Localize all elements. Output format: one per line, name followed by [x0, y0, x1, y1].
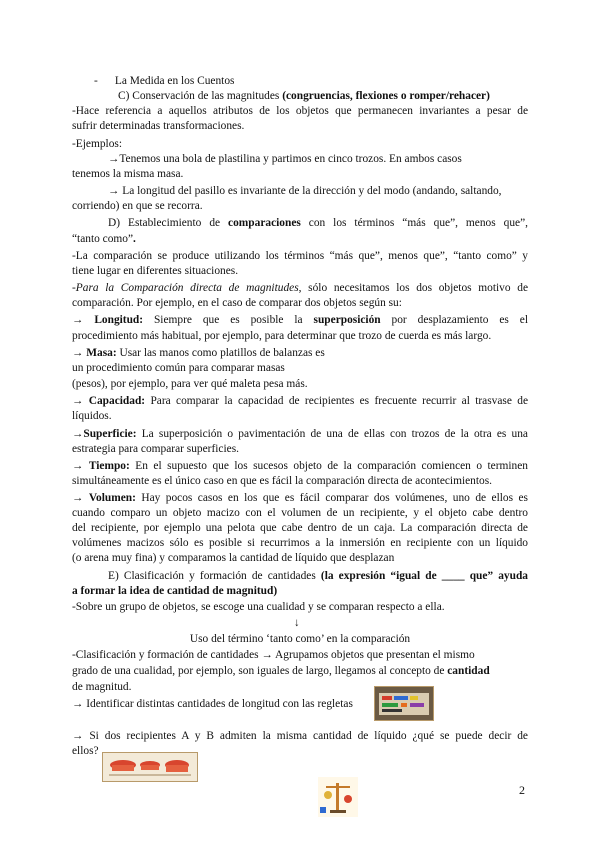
section-heading: - La Medida en los Cuentos [94, 75, 235, 87]
paragraph-line: → Identificar distintas cantidades de longitud con las regletas [72, 698, 353, 710]
paragraph-line: tiene lugar en diferentes situaciones. [72, 265, 239, 277]
subheading: Uso del término ‘tanto como’ en la comparación [189, 633, 411, 645]
paragraph-line: comparación. Por ejemplo, en el caso de comparar dos objetos según su: [72, 297, 402, 309]
paragraph-line: ellos? [72, 745, 99, 757]
paragraph-line: -Para la Comparación directa de magnitudes, sólo necesitamos los dos objetos motivo de [72, 282, 529, 294]
examples-label: -Ejemplos: [72, 138, 122, 150]
paragraph-line: simultáneamente es el único caso en que es fácil la comparación directa de acontecimientos. [72, 475, 493, 487]
page-number: 2 [519, 783, 525, 797]
paragraph-line: -Clasificación y formación de cantidades → Agrupamos objetos que presentan el mismo [72, 649, 475, 661]
down-arrow: ↓ [294, 617, 300, 629]
containers-photo [102, 752, 198, 782]
paragraph-line: -Sobre un grupo de objetos, se escoge una cualidad y se comparan respecto a ella. [72, 601, 445, 613]
superficie-line: →Superficie: La superposición o pavimentación de una de ellas con trozos de la otra es una [72, 428, 528, 440]
paragraph-line: procedimiento más habitual, por ejemplo, para determinar que trozo de cuerda es más largo. [72, 330, 492, 342]
paragraph-line: -La comparación se produce utilizando los términos “más que”, menos que”, “tanto como” y [72, 250, 528, 262]
section-e-line: a formar la idea de cantidad de magnitud) [72, 585, 278, 597]
paragraph-line: estrategia para comparar superficies. [72, 443, 239, 455]
longitud-line: → Longitud: Siempre que es posible la superposición por desplazamiento es el [72, 314, 528, 326]
paragraph-line: → Si dos recipientes A y B admiten la misma cantidad de líquido ¿qué se puede decir de [72, 730, 528, 742]
section-d-heading: D) Establecimiento de comparaciones con los términos “más que”, menos que”, [108, 217, 528, 229]
example-line: corriendo) en que se recorra. [72, 200, 203, 212]
example-line: →Tenemos una bola de plastilina y partimos en cinco trozos. En ambos casos [108, 153, 462, 165]
volumen-line: → Volumen: Hay pocos casos en los que es fácil comparar dos volúmenes, uno de ellos es [72, 492, 528, 504]
paragraph-line: volúmenes macizos sólo es posible si recurrimos a la inmersión en recipiente con un líquido [72, 537, 528, 549]
capacidad-line: → Capacidad: Para comparar la capacidad de recipientes es frecuente recurrir al trasvase de [72, 395, 528, 407]
tiempo-line: → Tiempo: En el supuesto que los sucesos objeto de la comparación comiencen o terminen [72, 460, 529, 472]
paragraph-line: del recipiente, por ejemplo una pelota que cabe dentro de un caja. La comparación directa de [72, 522, 528, 534]
footer-illustration [318, 777, 358, 817]
masa-line: → Masa: Usar las manos como platillos de balanzas es [72, 347, 325, 359]
paragraph-line: un procedimiento común para comparar masas [72, 362, 285, 374]
section-e-heading: E) Clasificación y formación de cantidades (la expresión “igual de ____ que” ayuda [108, 570, 528, 582]
example-line: tenemos la misma masa. [72, 168, 184, 180]
section-d-line: “tanto como”. [72, 233, 136, 245]
paragraph-line: (pesos), por ejemplo, para ver qué maleta pesa más. [72, 378, 308, 390]
paragraph-line: -Hace referencia a aquellos atributos de los objetos que permanecen invariantes a pesar de [72, 105, 528, 117]
paragraph-line: grado de una cualidad, por ejemplo, son iguales de largo, llegamos al concepto de cantidad [72, 665, 490, 677]
paragraph-line: sufrir determinadas transformaciones. [72, 120, 245, 132]
regletas-photo [374, 686, 434, 721]
paragraph-line: líquidos. [72, 410, 112, 422]
paragraph-line: de magnitud. [72, 681, 132, 693]
section-c-heading: C) Conservación de las magnitudes (congruencias, flexiones o romper/rehacer) [118, 90, 490, 102]
paragraph-line: cuando comparo un objeto macizo con el volumen de un recipiente, y el objeto cabe dentro [72, 507, 528, 519]
paragraph-line: (o arena muy fina) y comparamos la cantidad de líquido que desplazan [72, 552, 395, 564]
example-line: → La longitud del pasillo es invariante de la dirección y del modo (andando, saltando, [108, 185, 502, 197]
